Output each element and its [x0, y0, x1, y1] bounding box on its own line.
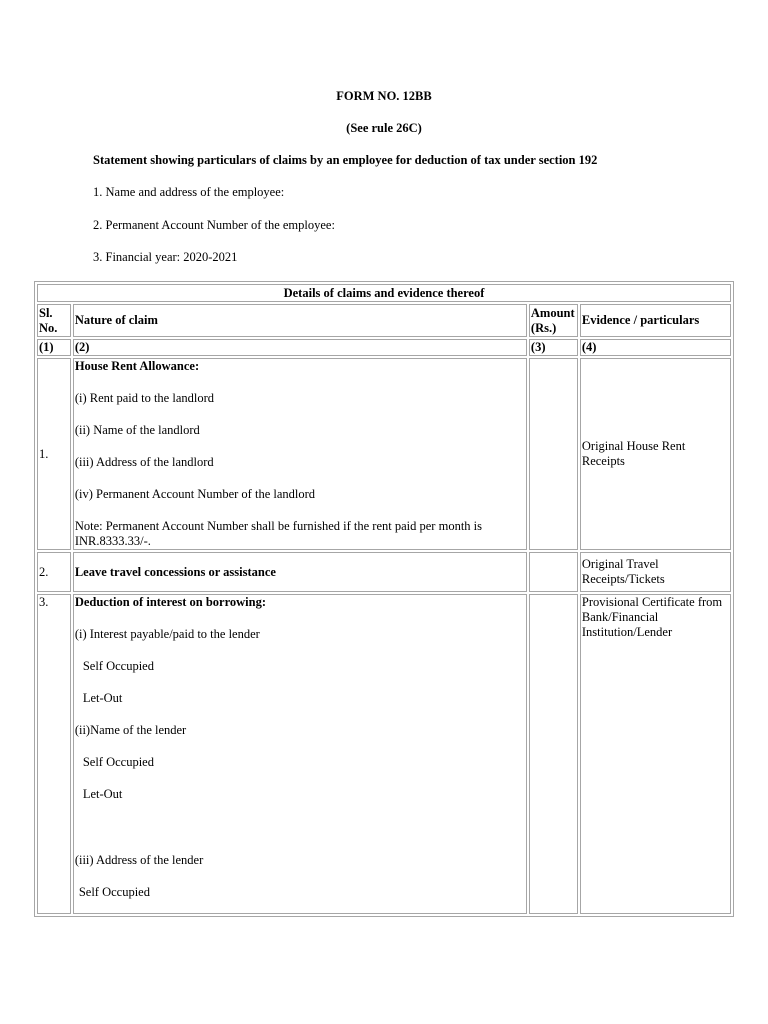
table-title: Details of claims and evidence thereof — [37, 284, 731, 302]
row3-line-self-occupied-2: Self Occupied — [82, 755, 154, 769]
row3-nature — [73, 594, 527, 914]
row3-line-lender-address: (iii) Address of the lender — [74, 853, 204, 867]
row1-evidence: Original House Rent Receipts — [580, 358, 731, 550]
col-header-nature: Nature of claim — [73, 304, 527, 337]
col-number-1: (1) — [37, 339, 71, 356]
employee-name-address-line: 1. Name and address of the employee: — [93, 185, 285, 199]
row3-line-self-occupied-3: Self Occupied — [78, 885, 150, 899]
row3-amount — [529, 594, 578, 914]
row1-nature — [73, 358, 527, 550]
row1-sl: 1. — [37, 358, 71, 550]
employee-pan-line: 2. Permanent Account Number of the employee: — [93, 218, 335, 232]
row3-line-self-occupied-1: Self Occupied — [82, 659, 154, 673]
row2-amount — [529, 552, 578, 592]
row3-line-let-out-2: Let-Out — [82, 787, 123, 801]
row3-line-interest: (i) Interest payable/paid to the lender — [74, 627, 260, 641]
row2-nature: Leave travel concessions or assistance — [73, 552, 527, 592]
row1-line-landlord-name: (ii) Name of the landlord — [74, 423, 200, 437]
table-row — [37, 594, 731, 914]
row1-line-rent: (i) Rent paid to the landlord — [74, 391, 215, 405]
row3-sl: 3. — [37, 594, 71, 914]
row1-note: Note: Permanent Account Number shall be furnished if the rent paid per month is INR.8333.33/-. — [74, 519, 483, 548]
row3-heading: Deduction of interest on borrowing: — [74, 595, 267, 609]
financial-year-line: 3. Financial year: 2020-2021 — [93, 250, 238, 264]
table-row — [37, 358, 731, 550]
row1-line-landlord-pan: (iv) Permanent Account Number of the landlord — [74, 487, 316, 501]
col-header-amount: Amount (Rs.) — [529, 304, 578, 337]
row1-amount — [529, 358, 578, 550]
row3-line-lender-name: (ii)Name of the lender — [74, 723, 187, 737]
col-header-evidence: Evidence / particulars — [580, 304, 731, 337]
rule-reference: (See rule 26C) — [346, 121, 422, 135]
row2-sl: 2. — [37, 552, 71, 592]
row3-line-let-out-1: Let-Out — [82, 691, 123, 705]
row2-evidence: Original Travel Receipts/Tickets — [580, 552, 731, 592]
row1-line-landlord-address: (iii) Address of the landlord — [74, 455, 214, 469]
claims-table — [34, 281, 734, 917]
row1-heading: House Rent Allowance: — [74, 359, 200, 373]
col-header-sl-no: Sl. No. — [37, 304, 71, 337]
col-number-4: (4) — [580, 339, 731, 356]
row3-evidence: Provisional Certificate from Bank/Financial Institution/Lender — [580, 594, 731, 914]
col-number-2: (2) — [73, 339, 527, 356]
col-number-3: (3) — [529, 339, 578, 356]
statement-title: Statement showing particulars of claims by an employee for deduction of tax under section 192 — [93, 153, 598, 167]
table-row — [37, 552, 731, 592]
form-number: FORM NO. 12BB — [336, 89, 432, 103]
